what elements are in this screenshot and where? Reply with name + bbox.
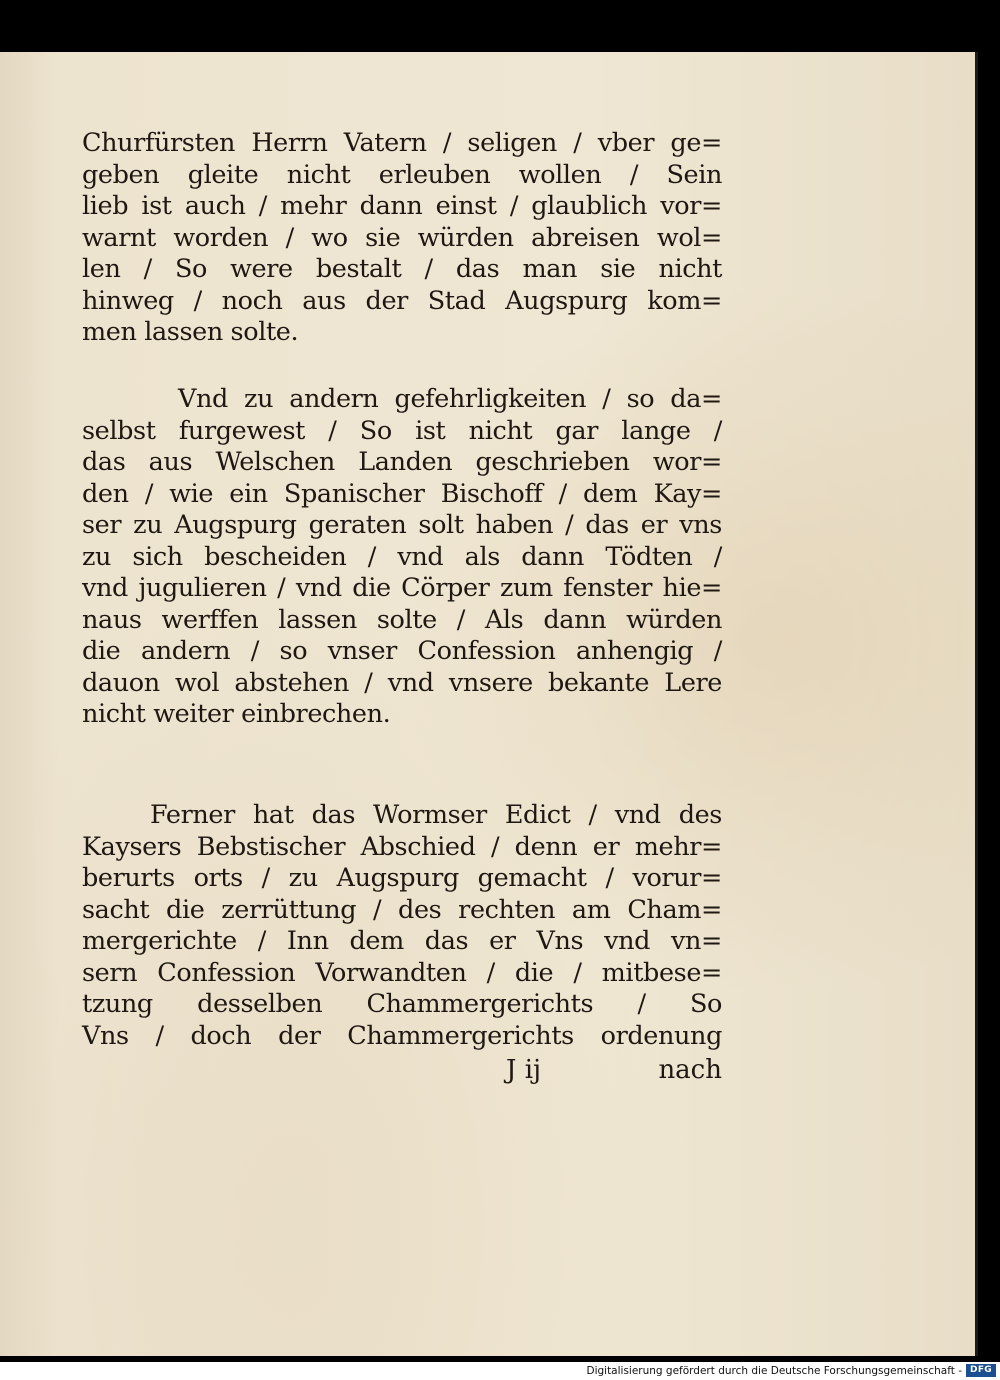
dfg-logo: DFG: [966, 1364, 996, 1377]
text-line: zu sich bescheiden / vnd als dann Tödten /: [82, 541, 722, 572]
text-line: len / So were bestalt / das man sie nicht: [82, 254, 722, 284]
text-line: mergerichte / Inn dem das er Vns vnd vn=: [82, 926, 722, 956]
paragraph-2: [82, 384, 722, 731]
page-edge: [975, 52, 978, 1356]
text-line: sern Confession Vorwandten / die / mitbese=: [82, 957, 722, 988]
text-line: geben gleite nicht erleuben wollen / Sein: [82, 159, 722, 190]
text-line: Vnd zu andern gefehrligkeiten / so da=: [178, 384, 722, 414]
text-line: ser zu Augspurg geraten solt haben / das er vns: [82, 510, 722, 540]
text-line: vnd jugulieren / vnd die Cörper zum fenster hie=: [82, 573, 722, 603]
catchword-line: [82, 1055, 722, 1089]
text-line: hinweg / noch aus der Stad Augspurg kom=: [82, 285, 722, 316]
text-line: Kaysers Bebstischer Abschied / denn er mehr=: [82, 831, 722, 862]
signature-mark: J ij: [506, 1055, 542, 1085]
text-line: sacht die zerrüttung / des rechten am Cham=: [82, 894, 722, 925]
text-line: Vns / doch der Chammergerichts ordenung: [82, 1020, 722, 1051]
text-line: men lassen solte.: [82, 317, 299, 347]
text-line: Churfürsten Herrn Vatern / seligen / vber ge=: [82, 128, 722, 158]
text-line: nicht weiter einbrechen.: [82, 699, 391, 729]
catchword: nach: [658, 1055, 722, 1085]
text-line: dauon wol abstehen / vnd vnsere bekante Lere: [82, 667, 722, 698]
text-line: die andern / so vnser Confession anhengig /: [82, 636, 722, 666]
paragraph-1: [82, 128, 722, 349]
text-line: naus werffen lassen solte / Als dann würden: [82, 604, 722, 635]
text-line: warnt worden / wo sie würden abreisen wol=: [82, 222, 722, 253]
text-line: berurts orts / zu Augspurg gemacht / vorur=: [82, 863, 722, 893]
text-line: den / wie ein Spanischer Bischoff / dem Kay=: [82, 478, 722, 509]
text-line: das aus Welschen Landen geschrieben wor=: [82, 447, 722, 477]
text-line: Ferner hat das Wormser Edict / vnd des: [150, 800, 722, 830]
text-line: tzung desselben Chammergerichts / So: [82, 989, 722, 1019]
paragraph-3: [82, 800, 722, 1052]
funding-credit: Digitalisierung gefördert durch die Deutsche Forschungsgemeinschaft -: [586, 1365, 962, 1377]
text-line: lieb ist auch / mehr dann einst / glaublich vor=: [82, 191, 722, 221]
text-line: selbst furgewest / So ist nicht gar lange /: [82, 415, 722, 446]
